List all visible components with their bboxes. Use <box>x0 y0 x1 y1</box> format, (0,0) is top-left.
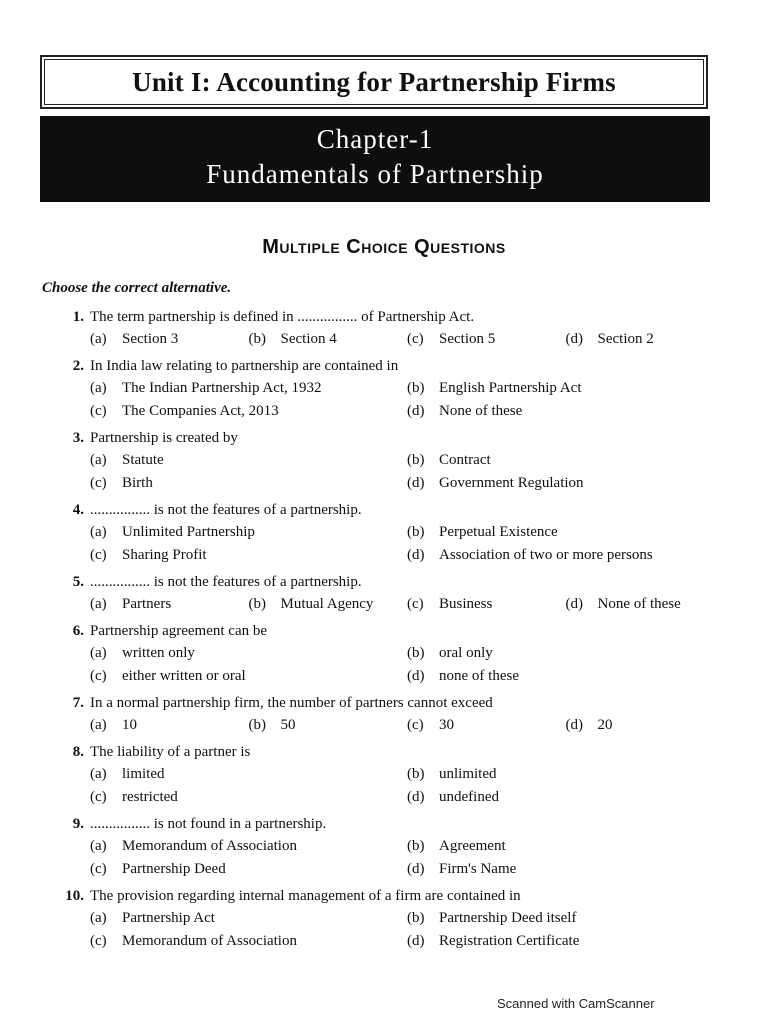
question-item <box>44 571 724 616</box>
option-text: Firm's Name <box>439 861 517 877</box>
option-letter: (a) <box>90 766 107 782</box>
question-number: 6. <box>72 623 84 639</box>
option-text: Association of two or more persons <box>439 547 653 563</box>
option-text: Agreement <box>439 838 506 854</box>
option-letter: (c) <box>407 596 424 612</box>
option-text: The Companies Act, 2013 <box>122 403 279 419</box>
answer-option <box>407 714 566 737</box>
answer-option <box>407 786 724 809</box>
answer-option <box>407 400 724 423</box>
chapter-number: Chapter-1 <box>316 124 434 154</box>
question-item <box>44 355 724 423</box>
option-text: 20 <box>597 717 613 733</box>
option-text: either written or oral <box>122 668 246 684</box>
question-stem <box>44 885 724 907</box>
question-item <box>44 306 724 351</box>
option-text: Partnership Deed itself <box>439 910 577 926</box>
question-item <box>44 620 724 688</box>
question-text: ................ is not the features of a partnership. <box>90 502 362 518</box>
answer-option <box>407 665 724 688</box>
option-letter: (b) <box>407 910 425 926</box>
question-stem <box>44 499 724 521</box>
option-row <box>44 930 724 953</box>
option-letter: (b) <box>407 380 425 396</box>
question-text: In India law relating to partnership are contained in <box>90 358 399 374</box>
question-stem <box>44 306 724 328</box>
option-row <box>44 642 724 665</box>
option-text: limited <box>122 766 165 782</box>
option-text: None of these <box>439 403 523 419</box>
answer-option <box>407 835 724 858</box>
question-number: 5. <box>72 574 84 590</box>
option-letter: (a) <box>90 331 107 347</box>
option-row <box>44 449 724 472</box>
answer-option <box>90 714 249 737</box>
question-stem <box>44 355 724 377</box>
option-text: 10 <box>122 717 137 733</box>
option-text: restricted <box>122 789 178 805</box>
option-letter: (b) <box>407 766 425 782</box>
answer-option <box>407 521 724 544</box>
option-text: Partnership Deed <box>122 861 226 877</box>
answer-option <box>90 377 407 400</box>
option-row <box>44 593 724 616</box>
option-letter: (a) <box>90 838 107 854</box>
answer-option <box>407 472 724 495</box>
option-letter: (b) <box>407 452 425 468</box>
question-number: 7. <box>72 695 84 711</box>
answer-option <box>90 544 407 567</box>
option-text: Unlimited Partnership <box>122 524 255 540</box>
question-number: 1. <box>72 309 84 325</box>
answer-option <box>407 763 724 786</box>
question-stem <box>44 692 724 714</box>
option-text: Business <box>439 596 493 612</box>
option-text: Section 2 <box>597 331 654 347</box>
question-item <box>44 813 724 881</box>
answer-option <box>90 400 407 423</box>
scanner-watermark: Scanned with CamScanner <box>497 996 655 1011</box>
question-item <box>44 741 724 809</box>
option-text: Mutual Agency <box>280 596 374 612</box>
answer-option <box>249 328 408 351</box>
option-letter: (d) <box>565 596 583 612</box>
question-stem <box>44 813 724 835</box>
option-text: undefined <box>439 789 499 805</box>
option-letter: (d) <box>407 547 425 563</box>
unit-title: Unit I: Accounting for Partnership Firms <box>132 66 616 97</box>
answer-option <box>90 930 407 953</box>
question-text: Partnership agreement can be <box>90 623 268 639</box>
option-text: Perpetual Existence <box>439 524 558 540</box>
question-stem <box>44 620 724 642</box>
answer-option <box>566 328 725 351</box>
answer-option <box>407 907 724 930</box>
answer-option <box>407 328 566 351</box>
option-letter: (a) <box>90 596 107 612</box>
instruction-text: Choose the correct alternative. <box>42 280 232 296</box>
option-letter: (c) <box>90 403 107 419</box>
option-text: Statute <box>122 452 164 468</box>
option-text: Sharing Profit <box>122 547 207 563</box>
option-row <box>44 544 724 567</box>
option-letter: (c) <box>90 933 107 949</box>
question-item <box>44 692 724 737</box>
answer-option <box>407 858 724 881</box>
question-stem <box>44 571 724 593</box>
option-row <box>44 400 724 423</box>
question-text: ................ is not found in a partnership. <box>90 816 327 832</box>
option-row <box>44 521 724 544</box>
option-letter: (c) <box>90 861 107 877</box>
answer-option <box>90 642 407 665</box>
option-text: English Partnership Act <box>439 380 582 396</box>
option-letter: (d) <box>407 668 425 684</box>
answer-option <box>249 714 408 737</box>
option-row <box>44 377 724 400</box>
option-text: Memorandum of Association <box>122 933 297 949</box>
answer-option <box>90 328 249 351</box>
section-heading: Multiple Choice Questions <box>262 236 506 258</box>
option-letter: (d) <box>407 789 425 805</box>
option-letter: (b) <box>248 717 266 733</box>
option-text: 30 <box>439 717 454 733</box>
option-letter: (c) <box>90 475 107 491</box>
question-text: Partnership is created by <box>90 430 238 446</box>
option-letter: (d) <box>407 933 425 949</box>
question-number: 10. <box>65 888 84 904</box>
option-letter: (c) <box>90 789 107 805</box>
option-text: Government Regulation <box>439 475 584 491</box>
chapter-title: Fundamentals of Partnership <box>206 159 544 189</box>
question-stem <box>44 427 724 449</box>
question-text: In a normal partnership firm, the number of partners cannot exceed <box>90 695 493 711</box>
question-list <box>44 306 724 957</box>
answer-option <box>407 930 724 953</box>
option-letter: (d) <box>565 331 583 347</box>
option-row <box>44 472 724 495</box>
option-row <box>44 328 724 351</box>
question-item <box>44 885 724 953</box>
chapter-banner <box>40 116 710 202</box>
answer-option <box>90 835 407 858</box>
option-text: Registration Certificate <box>439 933 580 949</box>
option-text: None of these <box>597 596 681 612</box>
option-letter: (d) <box>407 475 425 491</box>
option-letter: (c) <box>407 331 424 347</box>
option-text: Contract <box>439 452 491 468</box>
question-stem <box>44 741 724 763</box>
question-number: 2. <box>72 358 84 374</box>
answer-option <box>566 593 725 616</box>
answer-option <box>249 593 408 616</box>
question-number: 8. <box>72 744 84 760</box>
option-row <box>44 665 724 688</box>
answer-option <box>90 593 249 616</box>
option-letter: (a) <box>90 645 107 661</box>
answer-option <box>407 593 566 616</box>
question-text: The liability of a partner is <box>90 744 251 760</box>
option-letter: (b) <box>407 645 425 661</box>
question-number: 4. <box>72 502 84 518</box>
question-text: ................ is not the features of a partnership. <box>90 574 362 590</box>
answer-option <box>90 858 407 881</box>
answer-option <box>90 521 407 544</box>
option-text: written only <box>122 645 195 661</box>
question-item <box>44 499 724 567</box>
option-row <box>44 714 724 737</box>
option-letter: (c) <box>90 668 107 684</box>
answer-option <box>90 665 407 688</box>
option-text: Memorandum of Association <box>122 838 297 854</box>
option-text: 50 <box>280 717 296 733</box>
answer-option <box>90 449 407 472</box>
option-row <box>44 835 724 858</box>
option-letter: (d) <box>565 717 583 733</box>
option-letter: (d) <box>407 403 425 419</box>
option-letter: (c) <box>90 547 107 563</box>
option-text: none of these <box>439 668 519 684</box>
option-row <box>44 786 724 809</box>
answer-option <box>407 642 724 665</box>
option-letter: (b) <box>248 596 266 612</box>
option-text: unlimited <box>439 766 497 782</box>
option-row <box>44 763 724 786</box>
option-letter: (b) <box>407 524 425 540</box>
question-text: The term partnership is defined in ................ of Partnership Act. <box>90 309 475 325</box>
question-item <box>44 427 724 495</box>
option-text: Section 5 <box>439 331 496 347</box>
option-row <box>44 858 724 881</box>
answer-option <box>407 544 724 567</box>
option-letter: (a) <box>90 452 107 468</box>
answer-option <box>90 907 407 930</box>
option-text: oral only <box>439 645 493 661</box>
answer-option <box>407 449 724 472</box>
option-text: Birth <box>122 475 153 491</box>
option-letter: (a) <box>90 717 107 733</box>
question-number: 9. <box>72 816 84 832</box>
answer-option <box>90 472 407 495</box>
question-number: 3. <box>72 430 84 446</box>
option-text: The Indian Partnership Act, 1932 <box>122 380 322 396</box>
option-text: Partners <box>122 596 172 612</box>
option-letter: (a) <box>90 910 107 926</box>
option-letter: (c) <box>407 717 424 733</box>
question-text: The provision regarding internal management of a firm are contained in <box>90 888 521 904</box>
option-letter: (b) <box>248 331 266 347</box>
answer-option <box>566 714 725 737</box>
option-letter: (a) <box>90 524 107 540</box>
option-text: Partnership Act <box>122 910 215 926</box>
option-letter: (b) <box>407 838 425 854</box>
answer-option <box>90 763 407 786</box>
option-row <box>44 907 724 930</box>
option-letter: (d) <box>407 861 425 877</box>
answer-option <box>90 786 407 809</box>
option-letter: (a) <box>90 380 107 396</box>
option-text: Section 3 <box>122 331 179 347</box>
answer-option <box>407 377 724 400</box>
option-text: Section 4 <box>280 331 337 347</box>
unit-title-box <box>40 55 708 109</box>
